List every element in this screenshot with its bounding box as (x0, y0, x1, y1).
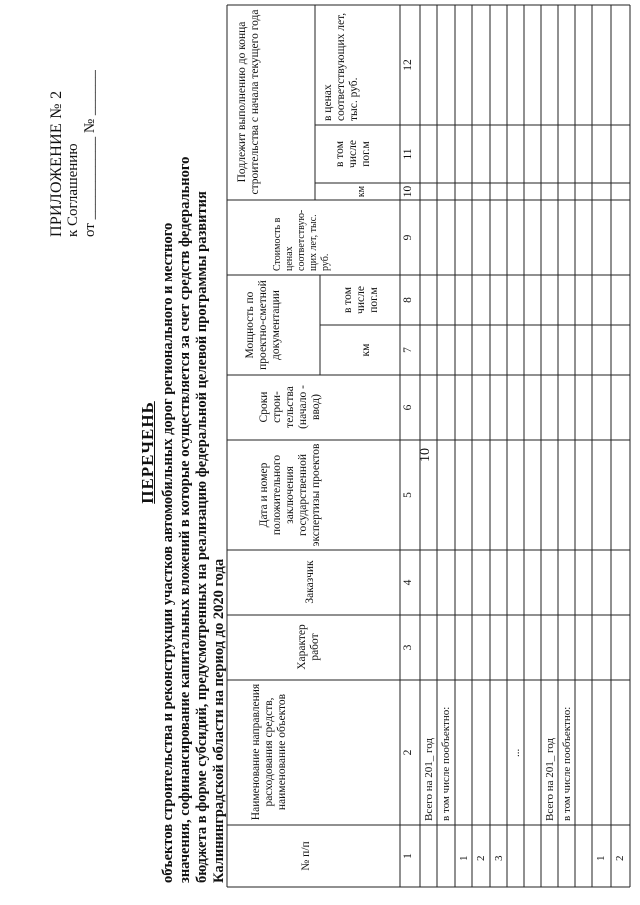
row-total-label: Всего на 201_ год (544, 737, 556, 821)
header-rem-pogm: в том числе пог.м (334, 140, 372, 168)
appendix-agreement: к Соглашению (65, 143, 81, 237)
page-number: 10 (418, 448, 433, 462)
row-number: 1 (458, 855, 470, 861)
header-expertise: Дата и номер положительного заключения государственной экспертизы проектов (258, 443, 322, 547)
column-number: 12 (402, 59, 414, 71)
header-capacity-pogm: в том числе пог.м (342, 286, 380, 314)
document-title: ПЕРЕЧЕНЬ (138, 401, 157, 504)
column-number: 11 (402, 148, 414, 160)
column-number: 3 (402, 644, 414, 651)
column-number: 2 (402, 749, 414, 756)
header-rem-cost: в ценах соответствующих лет, тыс. руб. (322, 12, 360, 121)
subtitle-line: объектов строительства и реконструкции участков автомобильных дорог регионального и местного (160, 222, 176, 883)
row-number: 3 (493, 855, 505, 861)
row-number: 2 (614, 855, 626, 861)
column-number: 8 (402, 297, 414, 303)
appendix-title: ПРИЛОЖЕНИЕ № 2 (48, 90, 65, 237)
header-capacity: Мощность по проектно-сметной документации (244, 280, 282, 370)
column-number: 1 (402, 853, 414, 859)
row-number: 1 (595, 855, 607, 861)
row-number: 2 (475, 855, 487, 861)
column-number: 4 (402, 579, 414, 586)
row-ellipsis: ... (510, 748, 522, 757)
subtitle-line: Калининградской области на период до 2020 года (211, 558, 227, 883)
header-rem-km: км (356, 185, 367, 198)
column-number: 6 (402, 404, 414, 411)
header-num: № п/п (300, 841, 312, 871)
header-remaining: Подлежит выполнению до конца строительства с начала текущего года (236, 9, 261, 195)
subtitle-line: значения, софинансирование капитальных вложений в которые осуществляется за счет средств федерального (177, 156, 193, 883)
header-terms: Сроки строи-тельства (начало - ввод) (258, 385, 322, 429)
header-cost: Стоимость в ценах соответствую-щих лет, тыс. руб. (272, 209, 331, 271)
column-number: 10 (402, 185, 414, 198)
subtitle-line: бюджета в форме субсидий, предусмотренных на реализацию федеральной целевой программы развития (194, 191, 210, 883)
appendix-date-number: от ___________ № ______ (82, 70, 98, 237)
header-work-type: Характер работ (296, 624, 321, 670)
row-by-object-label: в том числе пообъектно: (440, 706, 452, 821)
row-total-label: Всего на 201_ год (423, 737, 435, 821)
column-number: 7 (402, 347, 414, 353)
column-number: 9 (402, 234, 414, 241)
header-capacity-km: км (360, 343, 372, 357)
header-customer: Заказчик (304, 560, 316, 604)
column-number: 5 (402, 492, 414, 498)
header-name: Наименование направления расходования средств, наименование объектов (250, 683, 288, 821)
row-by-object-label: в том числе пообъектно: (561, 706, 573, 821)
